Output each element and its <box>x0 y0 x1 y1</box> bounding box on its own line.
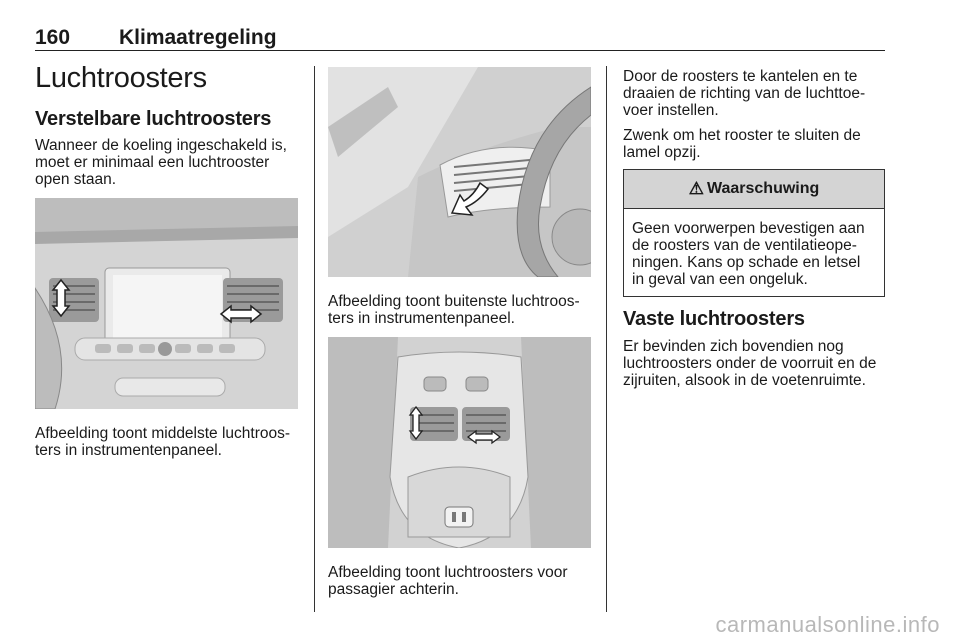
figure-center-vents <box>35 198 298 409</box>
section-title: Luchtroosters <box>35 62 207 94</box>
close-paragraph: Zwenk om het rooster te sluiten de lamel opzij. <box>623 127 861 161</box>
running-title: Klimaatregeling <box>119 26 277 49</box>
warning-title: Waarschuwing <box>706 180 820 197</box>
column-divider-1 <box>314 66 315 612</box>
column-divider-2 <box>606 66 607 612</box>
warning-triangle-icon: ⚠ <box>688 179 704 198</box>
caption-outer-vents: Afbeelding toont buitenste luchtroos- ters in instrumentenpaneel. <box>328 293 580 327</box>
tilt-paragraph: Door de roosters te kantelen en te draaien de richting van de luchttoe- voer instellen. <box>623 68 866 119</box>
warning-box <box>623 169 885 297</box>
footer-watermark: carmanualsonline.info <box>715 612 940 637</box>
adjustable-intro: Wanneer de koeling ingeschakeld is, moet er minimaal een luchtrooster open staan. <box>35 137 287 188</box>
figure-outer-vents <box>328 67 591 277</box>
page-header <box>35 24 885 51</box>
page-number: 160 <box>35 26 71 49</box>
figure-rear-vents <box>328 337 591 548</box>
caption-center-vents: Afbeelding toont middelste luchtroos- ters in instrumentenpaneel. <box>35 425 291 459</box>
adjustable-heading: Verstelbare luchtroosters <box>35 108 272 130</box>
fixed-heading: Vaste luchtroosters <box>623 308 805 330</box>
warning-text: Geen voorwerpen bevestigen aan de roosters van de ventilatieope- ningen. Kans op schade en letsel in geval van een ongeluk. <box>632 220 865 288</box>
warning-header <box>624 170 884 209</box>
caption-rear-vents: Afbeelding toont luchtroosters voor passagier achterin. <box>328 564 568 598</box>
fixed-paragraph: Er bevinden zich bovendien nog luchtroosters onder de voorruit en de zijruiten, alsook in de voetenruimte. <box>623 338 877 389</box>
